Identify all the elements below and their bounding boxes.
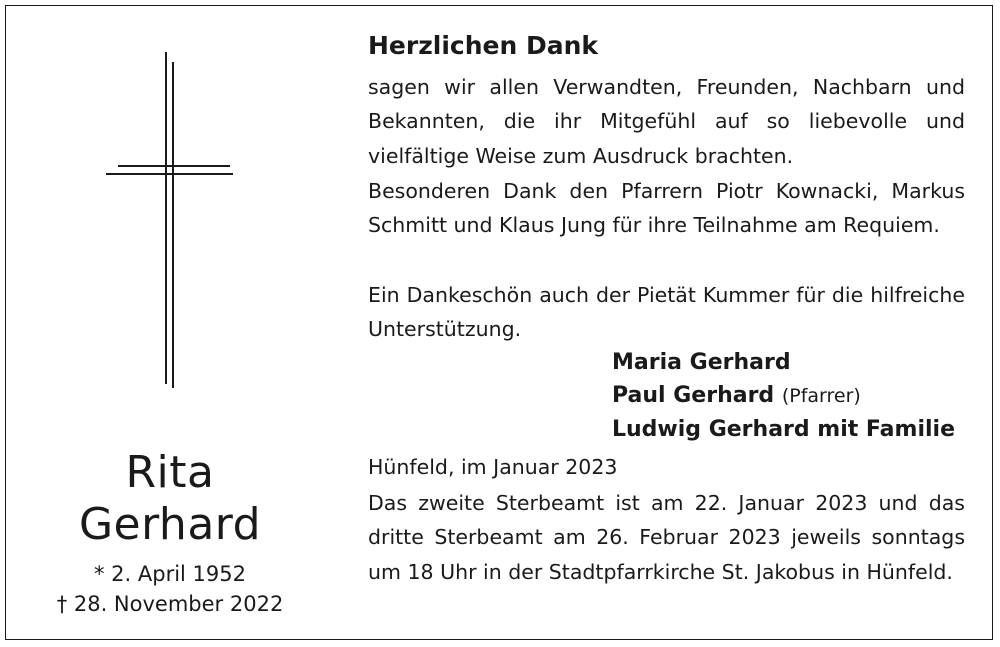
signatory-note: (Pfarrer) — [781, 385, 861, 407]
signatory — [612, 346, 955, 379]
signatory-name: Paul Gerhard — [612, 383, 775, 408]
deceased-last-name: Gerhard — [78, 499, 262, 550]
thanks-paragraph-3: Ein Dankeschön auch der Pietät Kummer für die hilfreiche Unterstützung. — [368, 283, 965, 342]
requiem-notice: Das zweite Sterbeamt ist am 22. Januar 2023 und das dritte Sterbeamt am 26. Februar 2023 jeweils sonntags um 18 Uhr in der Stadtpfarrkirche St. Jakobus in Hünfeld. — [368, 491, 965, 584]
deceased-first-name: Rita — [125, 447, 215, 498]
thanks-paragraph-2: Besonderen Dank den Pfarrern Piotr Kownacki, Markus Schmitt und Klaus Jung für ihre Teilnahme am Requiem. — [368, 179, 965, 238]
signatory-name: Ludwig Gerhard mit Familie — [612, 417, 955, 442]
place-date: Hünfeld, im Januar 2023 — [368, 455, 618, 479]
thanks-paragraph-1: sagen wir allen Verwandten, Freunden, Nachbarn und Bekannten, die ihr Mitgefühl auf so liebevolle und vielfältige Weise zum Ausdruck brachten. — [368, 75, 965, 168]
signatories — [612, 346, 955, 446]
signatory — [612, 413, 955, 446]
birth-date: * 2. April 1952 — [93, 562, 246, 586]
signatory — [612, 379, 955, 413]
thanks-heading: Herzlichen Dank — [368, 31, 599, 60]
signatory-name: Maria Gerhard — [612, 350, 791, 375]
death-date: † 28. November 2022 — [56, 592, 284, 616]
